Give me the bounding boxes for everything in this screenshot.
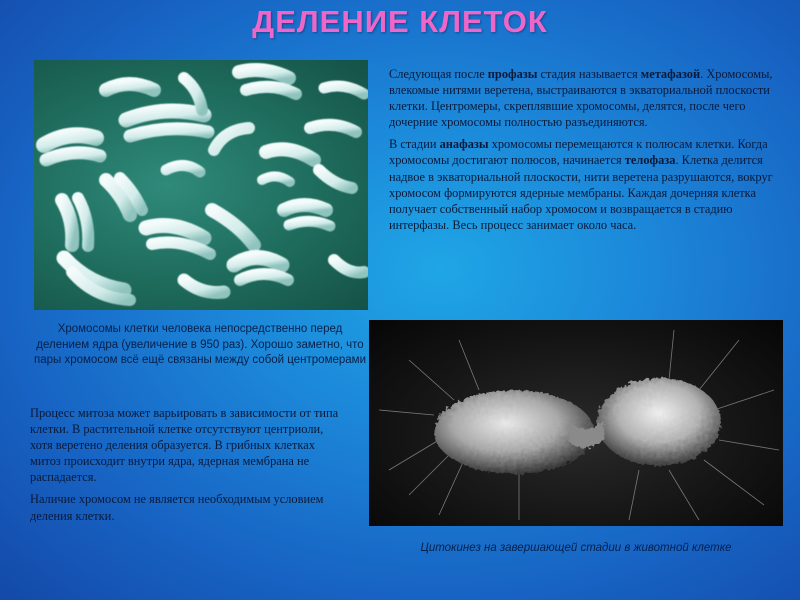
- mitosis-variation-text: [30, 405, 348, 530]
- cytokinesis-caption: Цитокинез на завершающей стадии в животной клетке: [420, 542, 732, 554]
- cytokinesis-micrograph: [369, 320, 783, 526]
- chromosome-requirement-paragraph: Наличие хромосом не является необходимым условием деления клетки.: [30, 492, 324, 523]
- cytokinesis-illustration: [369, 320, 783, 526]
- chromosomes-caption: Хромосомы клетки человека непосредственно перед делением ядра (увеличение в 950 раз). Хорошо заметно, что пары хромосом всё ещё связаны между собой центромерами: [34, 323, 366, 366]
- slide-title: ДЕЛЕНИЕ КЛЕТОК: [252, 4, 548, 39]
- mitosis-variation-paragraph: Процесс митоза может варьировать в зависимости от типа клетки. В растительной клетке отсутствуют центриоли, хотя веретено деления образуется. В грибных клетках митоз происходит внутри ядра, ядерная мембрана не распадается.: [30, 406, 339, 485]
- term-metaphase: метафазой: [640, 67, 701, 81]
- chromosomes-illustration: [34, 60, 368, 310]
- metaphase-paragraph: Следующая после профазы стадия называется метафазой. Хромосомы, влекомые нитями веретена, выстраиваются в экваториальной плоскости клетки. Центромеры, скреплявшие хромосомы, делятся, после чего дочерние хромосомы полностью разъединяются.: [389, 67, 773, 130]
- term-prophase: профазы: [487, 67, 538, 81]
- metaphase-anaphase-text: [389, 66, 785, 239]
- term-anaphase: анафазы: [439, 137, 489, 152]
- term-telophase: телофаза: [624, 153, 676, 168]
- anaphase-paragraph: В стадии анафазы хромосомы перемещаются к полюсам клетки. Когда хромосомы достигают полюсов, начинается телофаза. Клетка делится надвое в экваториальной плоскости, нити веретена разрушаются, вокруг хромосом формируются ядерные мембраны. Каждая дочерняя клетка получает собственный набор хромосом и возвращается в стадию интерфазы. Весь процесс занимает около часа.: [389, 137, 773, 232]
- chromosomes-micrograph: [34, 60, 368, 310]
